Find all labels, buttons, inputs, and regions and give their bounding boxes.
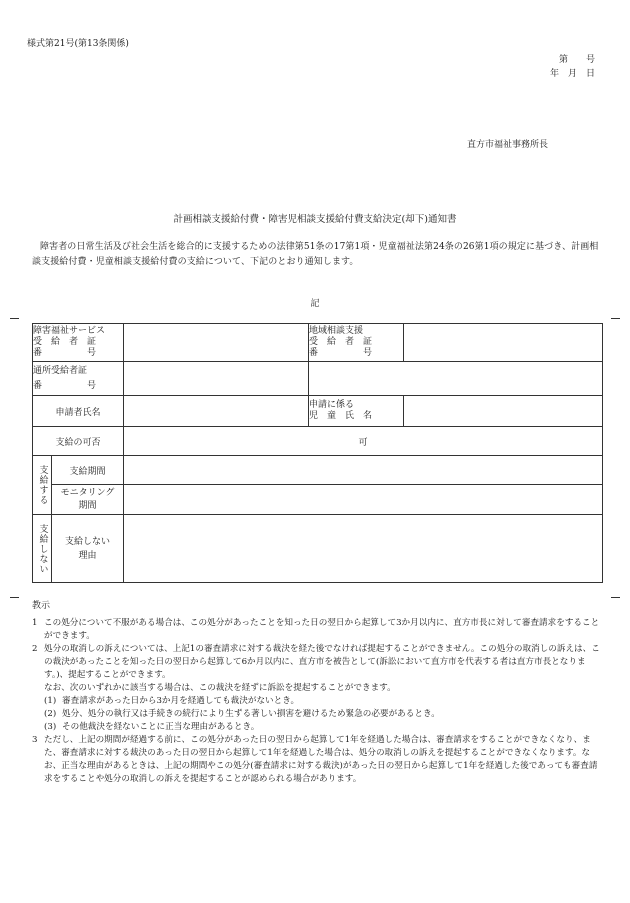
issuer-name: 直方市福祉事務所長 [466,140,548,150]
notes-list [32,617,604,786]
grant-group-label: 支給する [33,456,52,515]
note-2-sub-3: (3) その他裁決を経ないことに正当な理由があるとき。 [44,722,260,732]
note-item-3: 3 ただし、上記の期間が経過する前に、この処分があった日の翌日から起算して1年を経過した場合は、審査請求をすることができなくなり、また、審査請求に対する裁決のあった日の翌日から起算して1年を経過した場合は、処分の取消しの訴えを提起することができなくなります。なお、正当な理由があるときは、上記の期間やこの処分(審査請求に対する裁決)があった日の翌日から起算して1年を経過した後であっても審査請求をすることや処分の取消しの訴えを提起することが認められる場合があります。 [32,735,598,784]
issue-number-date [550,53,595,81]
row-approval [33,427,603,456]
fold-mark-left-top [10,318,19,319]
row-certificates [33,324,603,362]
form-number: 様式第21号(第13条関係) [27,39,129,49]
ki-label: 記 [310,299,320,309]
body-text: 障害者の日常生活及び社会生活を総合的に支援するための法律第51条の17第1項・児童福祉法第24条の26第1項の規定に基づき、計画相談支援給付費・児童相談支援給付費の支給について、下記のとおり通知します。 [32,242,599,267]
disability-cert-label: 障害福祉サービス 受 給 者 証 番 号 [33,324,124,362]
row-day-care-cert [33,362,603,396]
monitoring-period-value [124,485,603,515]
issue-number: 第 号 [558,55,595,65]
day-care-cert-label: 通所受給者証 番 号 [33,362,124,396]
day-care-cert-blank [309,362,603,396]
regional-cert-label: 地域相談支援 受 給 者 証 番 号 [309,324,404,362]
note-2-sub-1: (1) 審査請求があった日から3か月を経過しても裁決がないとき。 [44,696,300,706]
grant-period-label: 支給期間 [52,456,124,485]
no-grant-reason-label: 支給しない 理由 [52,515,124,583]
fold-mark-left-bottom [10,597,19,598]
approval-value: 可 [124,427,603,456]
child-name-label: 申請に係る 児 童 氏 名 [309,396,404,427]
day-care-cert-value [124,362,309,396]
row-names [33,396,603,427]
approval-label: 支給の可否 [33,427,124,456]
applicant-name-label: 申請者氏名 [33,396,124,427]
monitoring-period-label: モニタリング 期間 [52,485,124,515]
document-title: 計画相談支援給付費・障害児相談支援給付費支給決定(却下)通知書 [173,214,457,225]
decision-table [32,323,603,583]
issue-date: 年 月 日 [549,69,595,79]
no-grant-reason-value [124,515,603,583]
fold-mark-right-top [611,318,620,319]
no-grant-group-label: 支給しない [33,515,52,583]
applicant-name-value [124,396,309,427]
note-item-1: 1 この処分について不服がある場合は、この処分があったことを知った日の翌日から起算して3か月以内に、直方市長に対して審査請求をすることができます。 [32,618,600,641]
disability-cert-value [124,324,309,362]
row-monitoring [33,485,603,515]
row-grant-period [33,456,603,485]
child-name-value [404,396,603,427]
fold-mark-right-bottom [611,597,620,598]
regional-cert-value [404,324,603,362]
note-2-paragraph: なお、次のいずれかに該当する場合は、この裁決を経ずに訴訟を提起することができます。 [44,683,396,693]
note-2-sub-2: (2) 処分、処分の執行又は手続きの続行により生ずる著しい損害を避けるため緊急の必要があるとき。 [44,709,440,719]
row-no-grant [33,515,603,583]
note-item-2: 2 処分の取消しの訴えについては、上記1の審査請求に対する裁決を経た後でなければ提起することができません。この処分の取消しの訴えは、この裁決があったことを知った日の翌日から起算して6か月以内に、直方市を被告として(訴訟において直方市を代表する者は直方市長となります。)、提起することができます。 [32,644,600,680]
grant-period-value [124,456,603,485]
notes-heading: 教示 [32,601,51,611]
